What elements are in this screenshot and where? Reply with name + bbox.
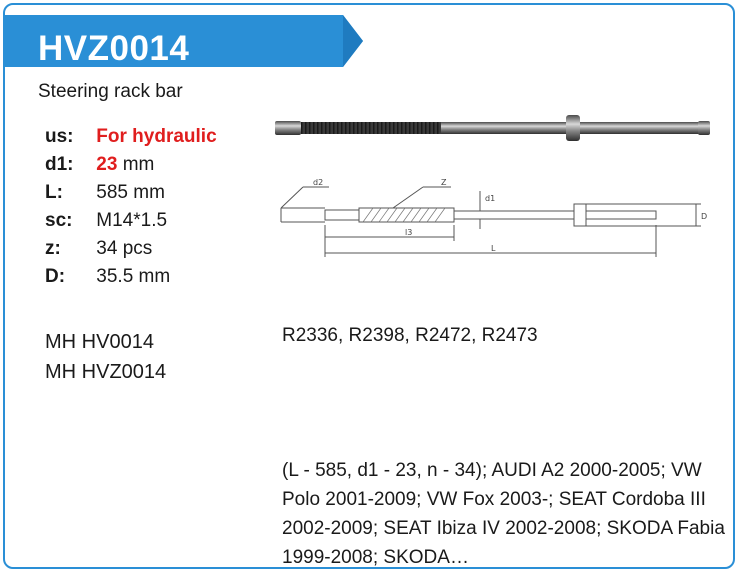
spec-value-L: 585 mm (96, 182, 165, 203)
spec-list (45, 123, 217, 291)
cross-reference-list (45, 327, 166, 387)
drawing-label-d2: d2 (313, 178, 324, 187)
drawing-label-z: Z (441, 178, 447, 187)
product-code-title: HVZ0014 (38, 29, 190, 68)
spec-key-sc: sc: (45, 210, 73, 231)
spec-row-d1 (45, 151, 217, 179)
technical-drawing (273, 177, 713, 267)
spec-row-L (45, 179, 217, 207)
drawing-label-l3: l3 (405, 228, 413, 237)
vehicle-applications: (L - 585, d1 - 23, n - 34); AUDI A2 2000-2005; VW Polo 2001-2009; VW Fox 2003-; SEAT Cordoba III 2002-2009; SEAT Ibiza IV 2002-2008; SKODA Fabia 1999-2008; SKODA… (282, 460, 725, 568)
spec-key-D: D: (45, 266, 66, 287)
spec-value-sc: M14*1.5 (96, 210, 168, 231)
spec-value-z: 34 pcs (96, 238, 153, 259)
spec-key-us: us: (45, 126, 74, 147)
cross-reference-item: MH HV0014 (45, 331, 154, 353)
steering-rack-photo (273, 105, 713, 155)
drawing-label-D: D (701, 212, 708, 221)
drawing-label-L: L (491, 244, 496, 253)
spec-unit-d1: mm (122, 154, 155, 175)
spec-value-d1: 23 (96, 154, 118, 175)
spec-row-us (45, 123, 217, 151)
header-banner (5, 15, 360, 67)
product-card (3, 3, 735, 569)
spec-key-z: z: (45, 238, 61, 259)
spec-key-d1: d1: (45, 154, 74, 175)
cross-reference-item: MH HVZ0014 (45, 361, 167, 383)
drawing-label-d1: d1 (485, 194, 496, 203)
oem-numbers: R2336, R2398, R2472, R2473 (282, 325, 538, 346)
spec-row-z (45, 235, 217, 263)
spec-value-D: 35.5 mm (96, 266, 171, 287)
spec-value-us: For hydraulic (96, 126, 217, 147)
product-subtitle: Steering rack bar (38, 81, 183, 102)
spec-key-L: L: (45, 182, 63, 203)
spec-row-D (45, 263, 217, 291)
spec-row-sc (45, 207, 217, 235)
